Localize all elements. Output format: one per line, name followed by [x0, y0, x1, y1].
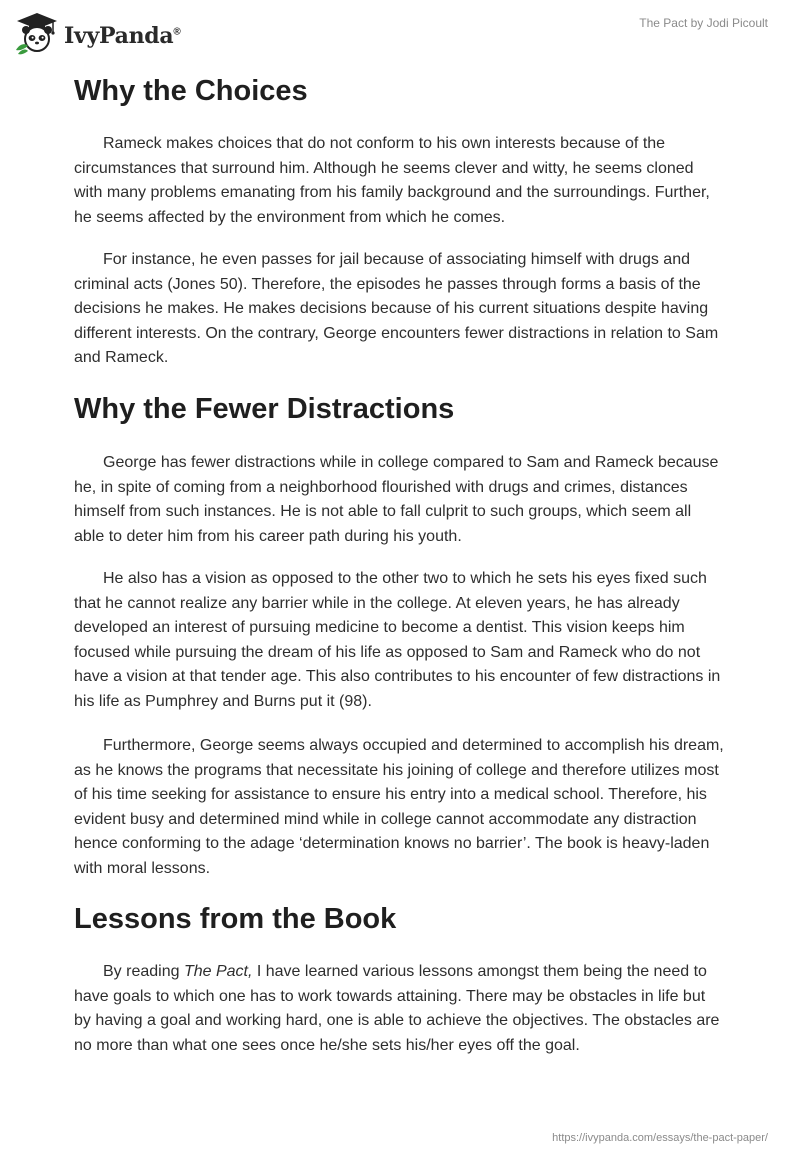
- paragraph: For instance, he even passes for jail because of associating himself with drugs and criminal acts (Jones 50). Therefore, the episodes he passes through forms a basis of the decisions he makes. He makes decisions because of his current situations despite having different interests. On the contrary, George encounters fewer distractions in relation to Sam and Rameck.: [74, 251, 719, 366]
- panda-graduate-icon: [14, 10, 60, 61]
- section-heading: Lessons from the Book: [74, 903, 397, 935]
- document-title: The Pact by Jodi Picoult: [639, 16, 768, 30]
- paragraph: George has fewer distractions while in college compared to Sam and Rameck because he, in spite of coming from a neighborhood flourished with drugs and crimes, distances himself from such instances. He is not able to fall culprit to such groups, which seem all able to deter him from his career path during his youth.: [74, 454, 719, 545]
- logo-wordmark: IvyPanda®: [64, 22, 181, 49]
- paragraph: Rameck makes choices that do not conform to his own interests because of the circumstances that surround him. Although he seems clever and witty, he seems cloned with many problems emanating from his family background and the surroundings. Further, he seems affected by the environment from which he comes.: [74, 135, 710, 226]
- ivypanda-logo[interactable]: [14, 10, 180, 61]
- paragraph: [74, 960, 724, 1058]
- book-title: The Pact,: [183, 963, 253, 980]
- source-url[interactable]: https://ivypanda.com/essays/the-pact-paper/: [552, 1132, 768, 1144]
- paragraph: Furthermore, George seems always occupied and determined to accomplish his dream, as he knows the programs that necessitate his joining of college and therefore utilizes most of his time seeking for assistance to ensure his entry into a medical school. Therefore, his evident busy and determined mind while in college cannot accommodate any distraction hence conforming to the adage ‘determination knows no barrier’. The book is heavy-laden with moral lessons.: [74, 737, 724, 877]
- page-header: [0, 0, 800, 70]
- registered-mark: ®: [173, 26, 181, 38]
- section-heading: Why the Fewer Distractions: [74, 393, 455, 425]
- paragraph-lead: By reading: [103, 963, 184, 980]
- section-heading: Why the Choices: [74, 75, 308, 107]
- paragraph-rest: I have learned various lessons amongst them being the need to have goals to which one has to work towards attaining. There may be obstacles in life but by having a goal and working hard, one is able to achieve the objectives. The obstacles are no more than what one sees once he/she sets his/her eyes off the goal.: [74, 963, 720, 1054]
- paragraph: He also has a vision as opposed to the other two to which he sets his eyes fixed such that he cannot realize any barrier while in the college. At eleven years, he has already developed an interest of pursuing medicine to become a dentist. This vision keeps him focused while pursuing the dream of his life as opposed to Sam and Rameck who do not have a vision at that tender age. This also contributes to his encounter of few distractions in his life as Pumphrey and Burns put it (98).: [74, 570, 721, 710]
